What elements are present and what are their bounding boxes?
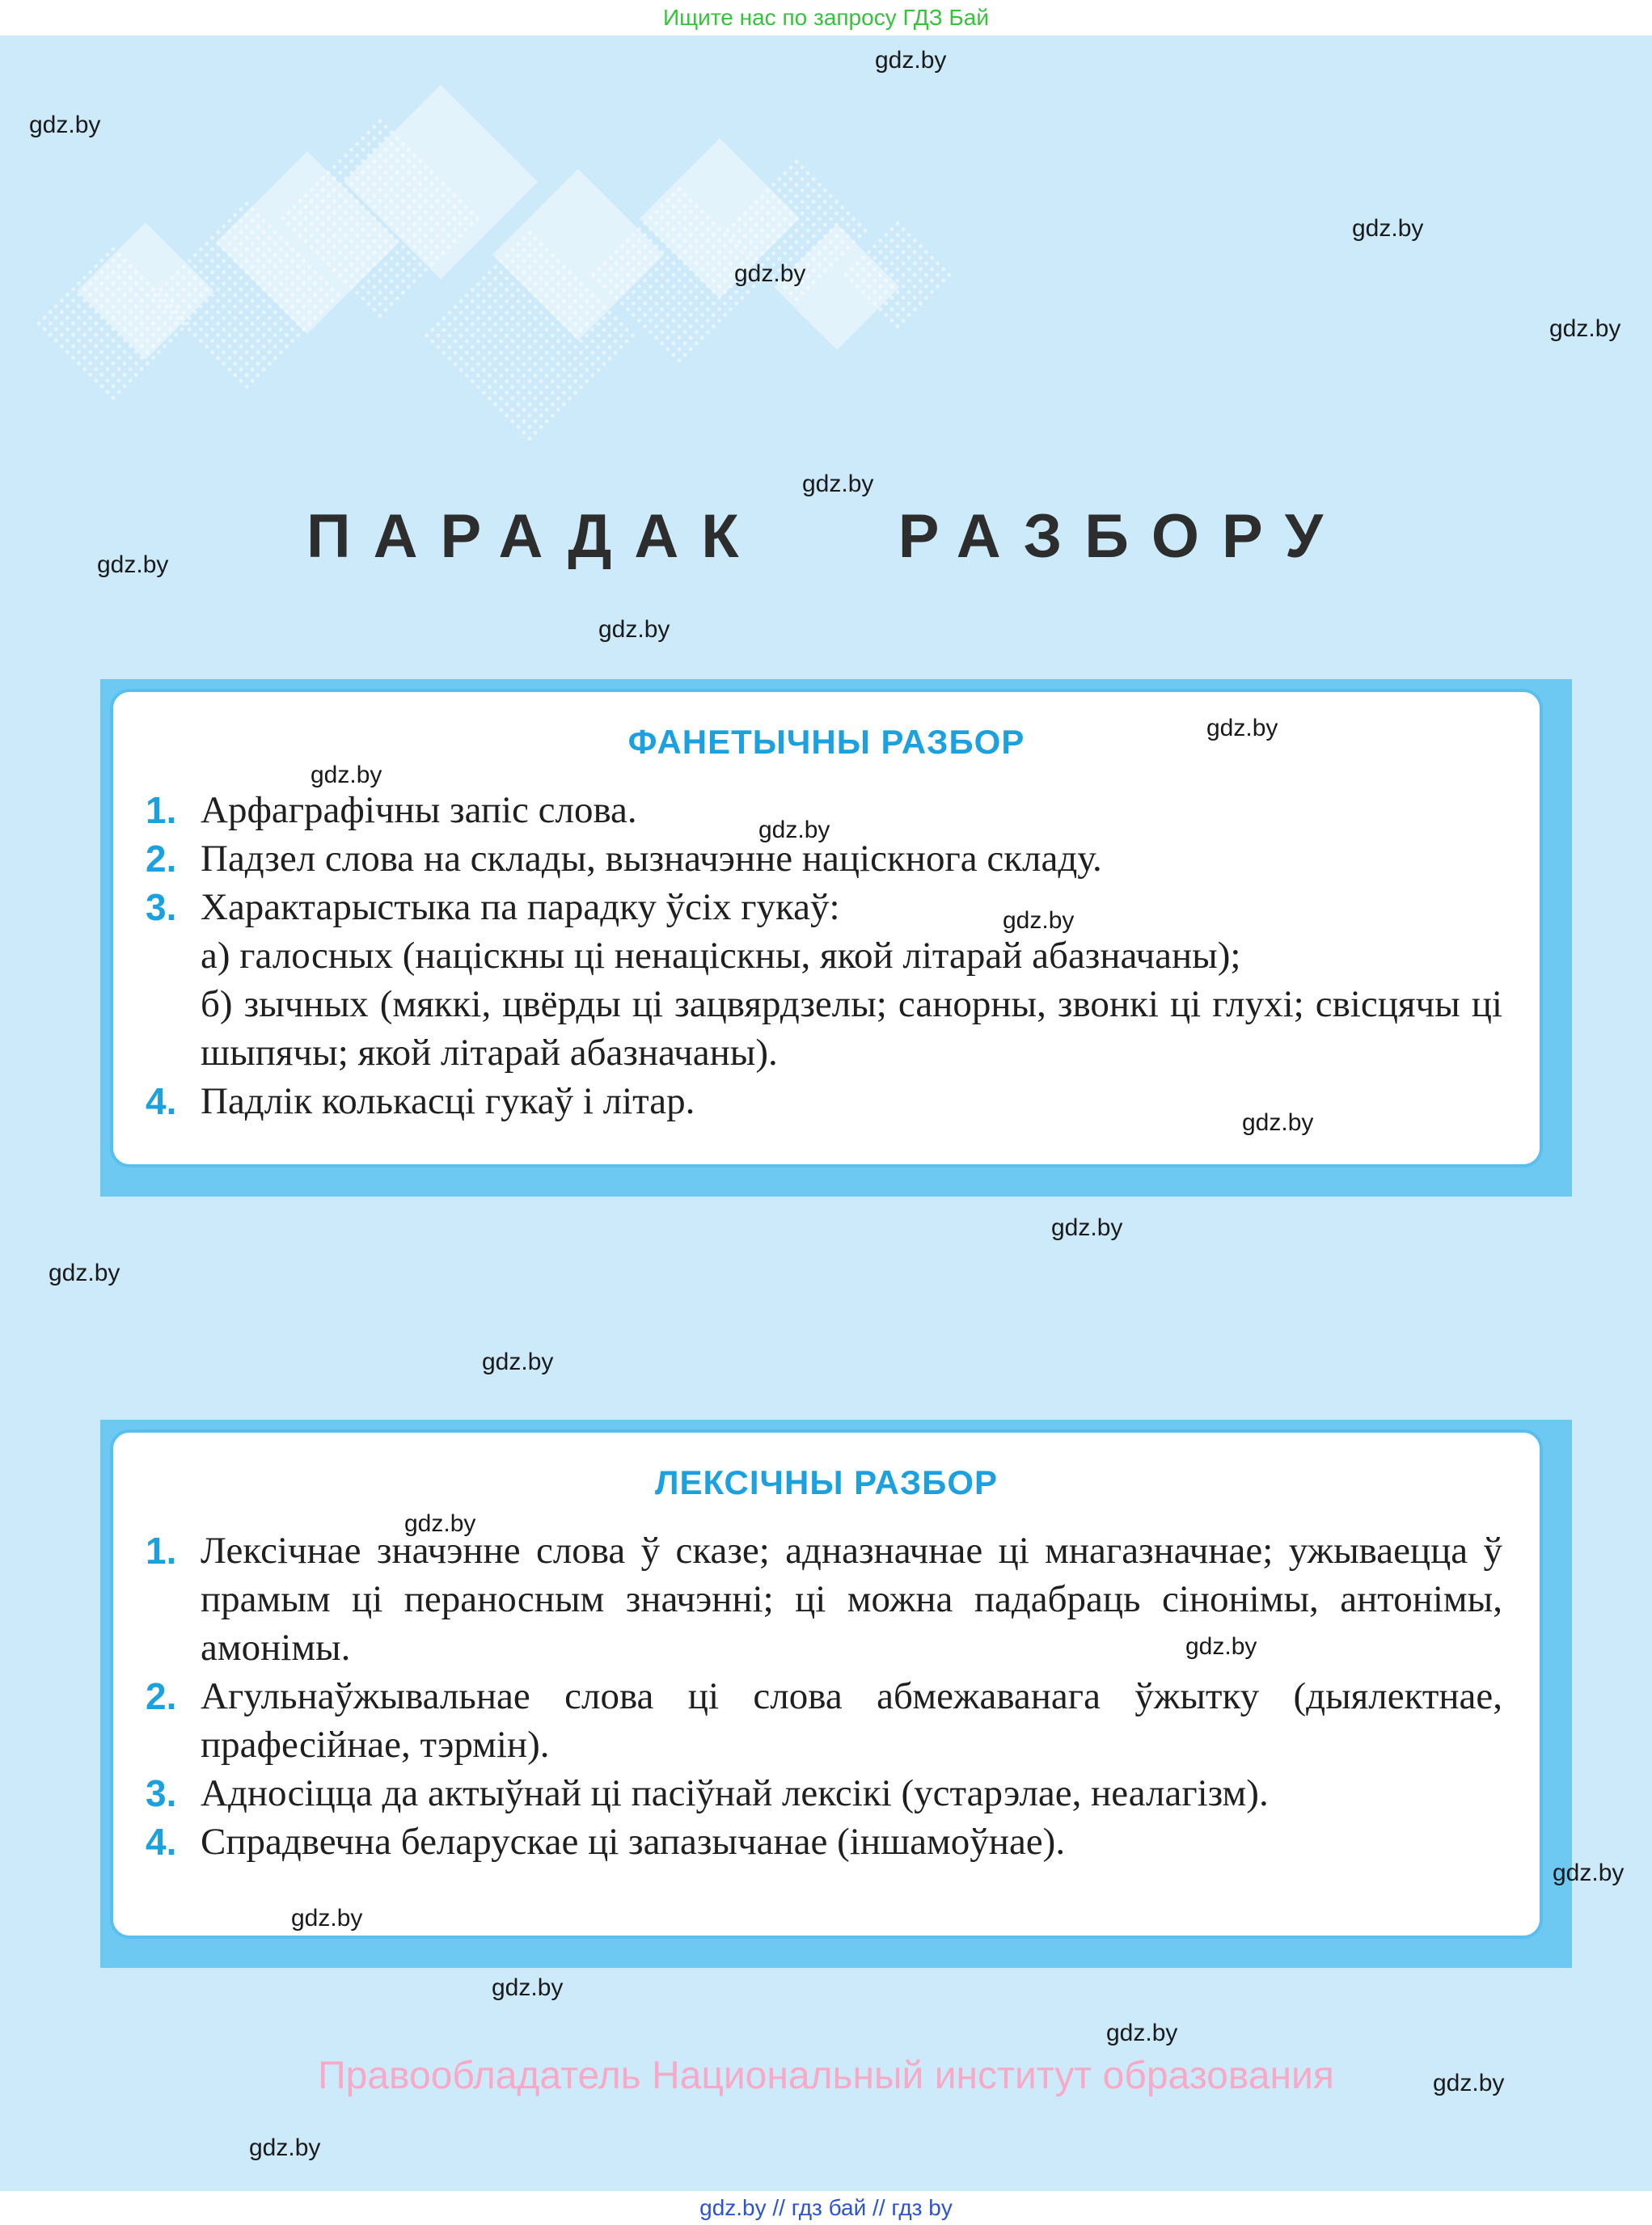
watermark: gdz.by: [875, 47, 947, 74]
copyright-notice: Правообладатель Национальный институт образования: [318, 2054, 1334, 2097]
item-number: 2.: [146, 1675, 177, 1717]
sub-item-consonants: б) зычных (мяккі, цвёрды ці зацвярдзелы; санорны, звонкі ці глухі; свісцячы ці шыпячы; якой літарай абазначаны).: [201, 983, 1502, 1074]
watermark: gdz.by: [734, 260, 806, 287]
watermark: gdz.by: [1433, 2070, 1505, 2096]
bottom-links[interactable]: gdz.by // гдз бай // гдз by: [0, 2191, 1652, 2225]
item-text: Арфаграфічны запіс слова.: [201, 789, 637, 831]
watermark: gdz.by: [492, 1974, 564, 2001]
item-text: Падлік колькасці гукаў і літар.: [201, 1080, 695, 1122]
watermark: gdz.by: [311, 762, 382, 788]
watermark: gdz.by: [1352, 215, 1424, 242]
list-item: [146, 883, 1502, 1077]
sub-item-vowels: а) галосных (націскны ці ненаціскны, якой літарай абазначаны);: [201, 935, 1241, 977]
watermark: gdz.by: [29, 112, 101, 138]
phonetic-title: ФАНЕТЫЧНЫ РАЗБОР: [627, 723, 1025, 761]
item-number: 2.: [146, 838, 177, 880]
lexical-card: [110, 1429, 1543, 1939]
watermark: gdz.by: [1206, 715, 1278, 741]
watermark: gdz.by: [49, 1260, 120, 1286]
lexical-list: [113, 1526, 1540, 1866]
list-item: [146, 1672, 1502, 1769]
item-number: 1.: [146, 789, 177, 831]
item-number: 4.: [146, 1080, 177, 1122]
item-text-group: [201, 883, 1502, 1077]
decorative-ornament: [0, 49, 1051, 501]
item-text: Адносіцца да актыўнай ці пасіўнай лексікі (устарэлае, неалагізм).: [201, 1772, 1269, 1814]
list-item: [146, 1769, 1502, 1818]
watermark: gdz.by: [598, 616, 670, 643]
watermark: gdz.by: [291, 1905, 363, 1932]
watermark: gdz.by: [802, 471, 874, 497]
watermark: gdz.by: [482, 1349, 554, 1375]
page-title: ПАРАДАК РАЗБОРУ: [306, 502, 1346, 571]
phonetic-frame: [100, 679, 1572, 1197]
watermark: gdz.by: [1242, 1109, 1314, 1136]
item-text: Падзел слова на склады, вызначэнне націскнога складу.: [201, 838, 1102, 880]
lexical-frame: [100, 1420, 1572, 1968]
item-number: 3.: [146, 1772, 177, 1814]
list-item: [146, 1818, 1502, 1866]
item-text: Лексічнае значэнне слова ў сказе; адназначнае ці мнагазначнае; ужываецца ў прамым ці пераносным значэнні; ці можна падабраць сінонімы, антонімы, амонімы.: [201, 1530, 1502, 1669]
lexical-title: ЛЕКСІЧНЫ РАЗБОР: [654, 1463, 999, 1501]
item-number: 4.: [146, 1821, 177, 1863]
watermark: gdz.by: [249, 2134, 321, 2161]
list-item: [146, 1526, 1502, 1672]
watermark: gdz.by: [758, 817, 830, 843]
watermark: gdz.by: [1553, 1860, 1625, 1886]
watermark: gdz.by: [1003, 907, 1075, 934]
item-text: Спрадвечна беларускае ці запазычанае (іншамоўнае).: [201, 1821, 1066, 1863]
phonetic-card: [110, 689, 1543, 1167]
item-text: Характарыстыка па парадку ўсіх гукаў:: [201, 886, 840, 928]
watermark: gdz.by: [1549, 315, 1621, 342]
item-number: 1.: [146, 1530, 177, 1572]
watermark: gdz.by: [1106, 2020, 1178, 2046]
item-number: 3.: [146, 886, 177, 928]
top-banner: Ищите нас по запросу ГДЗ Бай: [0, 0, 1652, 36]
watermark: gdz.by: [1051, 1214, 1123, 1241]
watermark: gdz.by: [1185, 1633, 1257, 1660]
watermark: gdz.by: [97, 551, 169, 578]
item-text: Агульнаўжывальнае слова ці слова абмежаванага ўжытку (дыялектнае, прафесійнае, тэрмін).: [201, 1675, 1502, 1766]
watermark: gdz.by: [404, 1510, 476, 1537]
